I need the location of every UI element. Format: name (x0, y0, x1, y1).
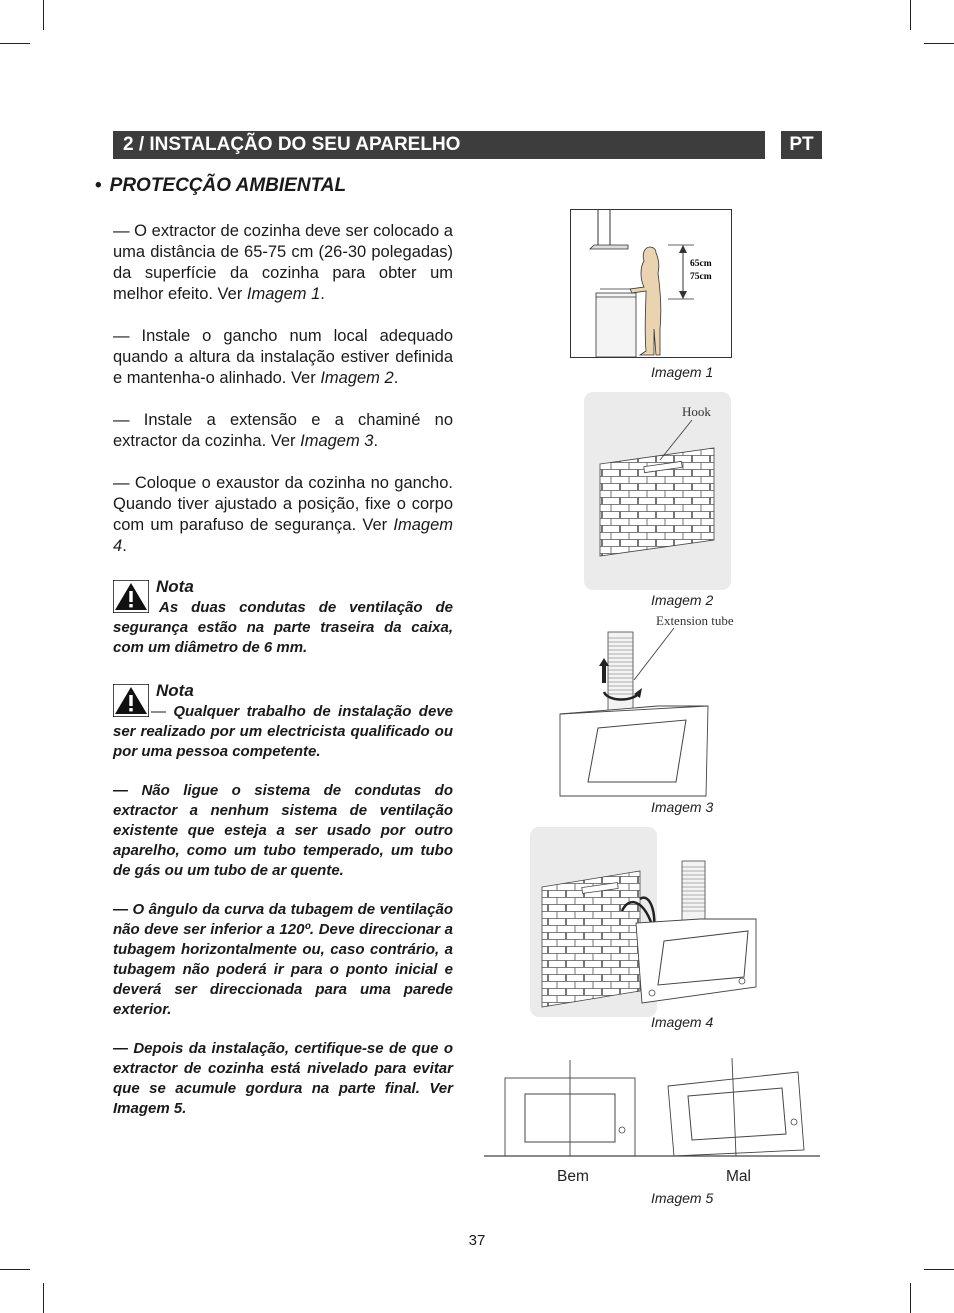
note-item: — Não ligue o sistema de condutas do extractor a nenhum sistema de ventilação existente que esteja a ser usado por outro aparelho, como um tubo temperado, um tubo de gás ou um tubo de ar quente. (113, 782, 453, 879)
figure-caption: Imagem 1 (651, 364, 714, 380)
paragraph: — Instale o gancho num local adequado quando a altura da instalação estiver definida e mantenha-o alinhado. Ver Imagem 2. (113, 327, 453, 387)
hook-label: Hook (682, 404, 711, 419)
good-label: Bem (557, 1168, 589, 1185)
figure-4-illustration (530, 827, 760, 1017)
figure-caption: Imagem 2 (651, 592, 714, 608)
note-item: — O ângulo da curva da tubagem de ventilação não deve ser inferior a 120º. Deve direccionar a tubagem horizontalmente ou, caso contrário, a tubagem não poderá ir para o ponto inicial e deverá ser direccionada para uma parede exterior. (113, 901, 453, 1018)
crop-mark (910, 0, 911, 30)
section-title-text: PROTECÇÃO AMBIENTAL (109, 175, 347, 196)
dimension-label: 65cm (690, 259, 712, 269)
figure-ref: Imagem 4 (113, 516, 453, 555)
figure-1-illustration (570, 209, 732, 359)
paragraph: — Instale a extensão e a chaminé no extractor da cozinha. Ver Imagem 3. (113, 411, 453, 450)
paragraph: — O extractor de cozinha deve ser colocado a uma distância de 65-75 cm (26-30 polegadas) da superfície da cozinha para obter um melhor efeito. Ver Imagem 1. (113, 222, 453, 303)
crop-mark (910, 1283, 911, 1313)
dimension-label: 75cm (690, 272, 712, 282)
language-badge: PT (781, 131, 822, 159)
bullet: • (95, 175, 102, 196)
page-number: 37 (468, 1232, 486, 1249)
chapter-header: 2 / INSTALAÇÃO DO SEU APARELHO (113, 131, 765, 159)
note-item: — Qualquer trabalho de instalação deve ser realizado por um electricista qualificado ou por uma pessoa competente. (113, 703, 454, 760)
note-title: Nota (156, 577, 194, 596)
crop-mark (43, 0, 44, 30)
figure-caption: Imagem 5 (651, 1190, 714, 1206)
figure-5-illustration (482, 1058, 822, 1160)
figure-ref: Imagem 2 (320, 369, 394, 387)
note-text (113, 702, 453, 1138)
figure-caption: Imagem 4 (651, 1014, 714, 1030)
section-title (95, 175, 346, 197)
figure-3-illustration (556, 610, 752, 798)
caption-clip (651, 1190, 721, 1206)
figure-ref: Imagem 3 (300, 432, 374, 450)
note-title: Nota (156, 681, 194, 700)
crop-mark (924, 1269, 954, 1270)
crop-mark (924, 43, 954, 44)
note-text: As duas condutas de ventilação de segurança estão na parte traseira da caixa, com um diâmetro de 6 mm. (113, 599, 453, 656)
note-item: — Depois da instalação, certifique-se de que o extractor de cozinha está nivelado para evitar que se acumule gordura na parte final. Ver Imagem 5. (113, 1040, 453, 1117)
figure-2-illustration (584, 392, 731, 590)
crop-mark (0, 1269, 30, 1270)
bad-label: Mal (726, 1168, 751, 1185)
paragraph: — Coloque o exaustor da cozinha no gancho. Quando tiver ajustado a posição, fixe o corpo com um parafuso de segurança. Ver Imagem 4. (113, 474, 453, 555)
figure-caption: Imagem 3 (651, 799, 714, 815)
crop-mark (0, 43, 30, 44)
instructions-body (113, 221, 453, 578)
figure-ref: Imagem 1 (246, 285, 321, 303)
extension-tube-label: Extension tube (656, 613, 734, 628)
crop-mark (43, 1283, 44, 1313)
